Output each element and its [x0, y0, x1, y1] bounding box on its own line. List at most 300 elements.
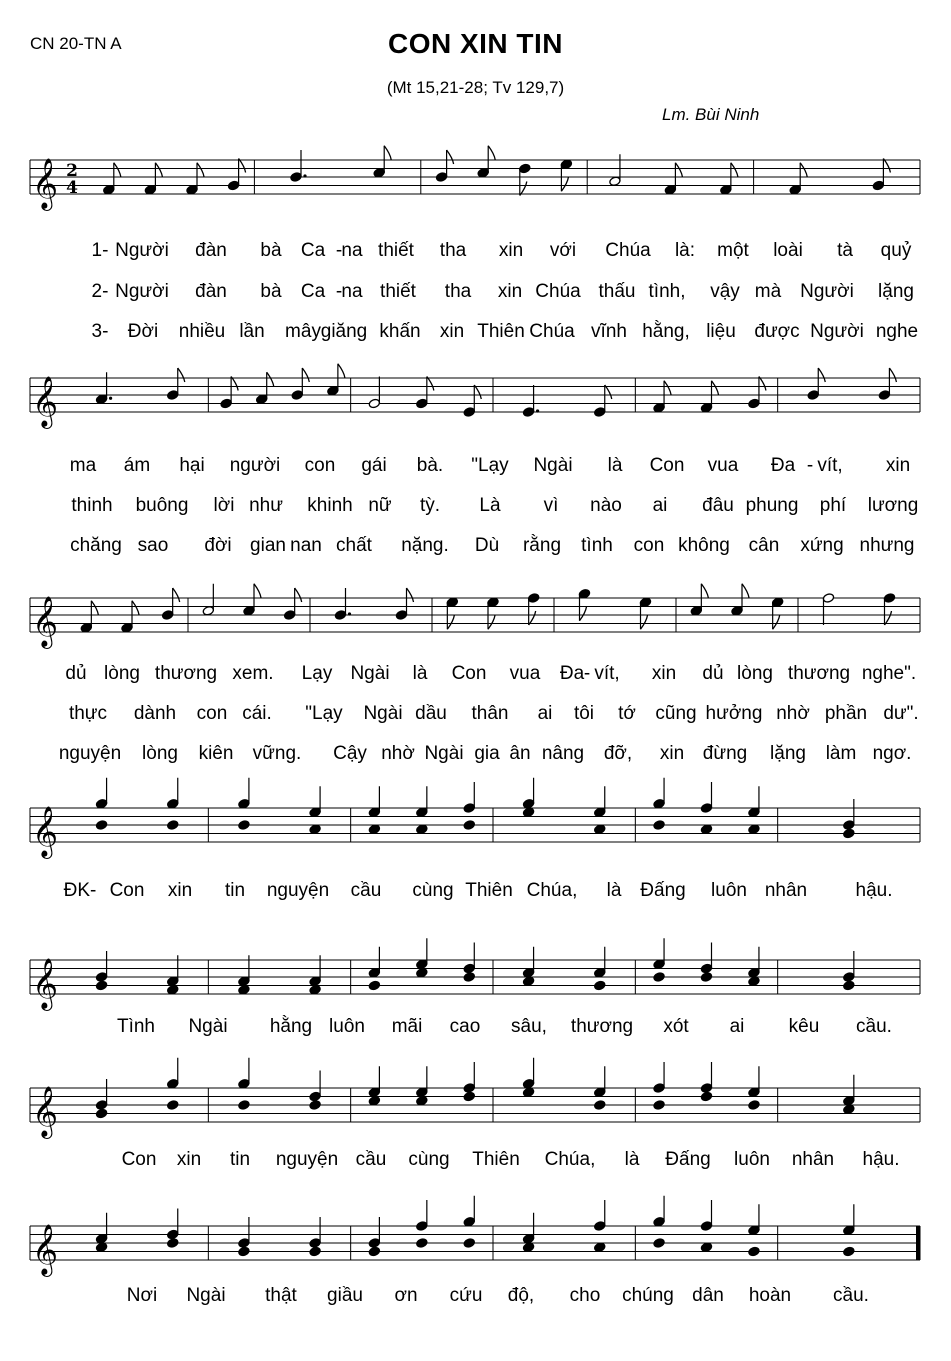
lyric-syllable: là	[606, 880, 622, 901]
note-flag	[267, 372, 274, 386]
lyric-syllable: "Lạy	[305, 703, 343, 724]
lyric-syllable: con	[633, 535, 665, 556]
lyric-syllable: mây	[285, 321, 321, 342]
note-head	[309, 984, 321, 995]
note-flag	[580, 607, 587, 621]
lyric-syllable: Chúa,	[526, 880, 578, 901]
note-head	[843, 972, 855, 983]
note-head	[309, 807, 321, 818]
lyric-syllable: Đa	[559, 663, 585, 684]
note-head	[368, 824, 380, 835]
note-head	[594, 1100, 606, 1111]
lyric-syllable: lặng	[770, 743, 806, 764]
note-head	[522, 1078, 534, 1089]
note-head	[186, 184, 198, 195]
note-head	[748, 967, 760, 978]
note-head	[309, 824, 321, 835]
note-head	[368, 398, 380, 409]
note-head	[256, 394, 268, 405]
note-head	[700, 1083, 712, 1094]
note-flag	[447, 150, 454, 164]
lyric-syllable: nghe".	[861, 663, 917, 684]
lyric-syllable: luôn	[734, 1149, 770, 1170]
lyric-syllable: đừng	[702, 743, 748, 764]
lyric-syllable: xin	[497, 281, 523, 302]
note-head	[560, 159, 572, 170]
note-head	[167, 1238, 179, 1249]
lyric-syllable: tin	[229, 1149, 251, 1170]
lyric-syllable: cầu.	[833, 1285, 869, 1306]
lyric-syllable: hằng,	[642, 321, 690, 342]
lyric-syllable: như	[249, 495, 283, 516]
note-head	[822, 593, 834, 604]
lyric-syllable: nhờ	[381, 743, 415, 764]
note-head	[720, 184, 732, 195]
lyric-syllable: thực	[68, 703, 108, 724]
lyric-syllable: cân	[748, 535, 780, 556]
lyric-syllable: cái.	[242, 703, 272, 724]
note-head	[202, 605, 214, 616]
note-flag	[155, 163, 162, 177]
lyric-syllable: nghe	[875, 321, 919, 342]
note-head	[594, 1221, 606, 1232]
note-flag	[239, 159, 246, 173]
note-flag	[231, 377, 238, 391]
note-flag	[773, 615, 780, 629]
note-head	[167, 390, 179, 401]
treble-clef-icon: 𝄞	[32, 158, 59, 209]
lyric-syllable: nhiều	[178, 321, 226, 342]
note-flag	[675, 163, 682, 177]
lyric-syllable: hằng	[269, 1016, 313, 1037]
lyric-syllable: quỷ	[880, 240, 912, 261]
lyric-syllable: Ca	[300, 281, 326, 302]
lyric-syllable: lương	[867, 495, 919, 516]
lyric-syllable: gái	[361, 455, 387, 476]
lyric-syllable: đỡ,	[603, 743, 633, 764]
note-head	[653, 1100, 665, 1111]
lyric-syllable: cứu	[449, 1285, 483, 1306]
lyric-syllable: đàn	[195, 240, 227, 261]
note-head	[238, 820, 250, 831]
lyric-syllable: một	[717, 240, 749, 261]
note-flag	[114, 163, 121, 177]
lyric-syllable: luôn	[329, 1016, 365, 1037]
note-head	[463, 407, 475, 418]
note-head	[522, 1087, 534, 1098]
lyric-syllable: nan	[290, 535, 322, 556]
note-flag	[295, 588, 302, 602]
note-head	[334, 610, 346, 621]
lyric-syllable: lặng	[878, 281, 914, 302]
note-head	[416, 1095, 428, 1106]
note-head	[238, 976, 250, 987]
lyric-syllable: là	[624, 1149, 640, 1170]
lyric-syllable: -	[583, 663, 591, 684]
note-head	[748, 807, 760, 818]
lyric-syllable: cầu	[350, 880, 382, 901]
lyric-syllable: độ,	[507, 1285, 535, 1306]
lyric-syllable: 3-	[91, 321, 109, 342]
note-head	[748, 398, 760, 409]
lyric-syllable: nhưng	[859, 535, 915, 556]
lyric-syllable: dầu	[415, 703, 447, 724]
lyric-syllable: sao	[137, 535, 169, 556]
treble-clef-icon: 𝄞	[32, 958, 59, 1009]
note-head	[594, 407, 606, 418]
note-head	[463, 972, 475, 983]
lyric-syllable: Tình	[116, 1016, 156, 1037]
note-flag	[254, 584, 261, 598]
note-head	[609, 176, 621, 187]
note-head	[528, 593, 540, 604]
lyric-syllable: nâng	[541, 743, 585, 764]
lyric-syllable: nữ	[368, 495, 392, 516]
note-flag	[488, 146, 495, 160]
note-head	[578, 588, 590, 599]
note-head	[435, 172, 447, 183]
lyric-syllable: vua	[509, 663, 541, 684]
lyric-line	[0, 321, 951, 351]
lyric-syllable: nguyện	[58, 743, 122, 764]
note-head	[238, 798, 250, 809]
lyric-syllable: Đấng	[640, 880, 686, 901]
note-head	[519, 163, 531, 174]
lyric-syllable: cùng	[412, 880, 454, 901]
lyric-syllable: xin	[885, 455, 911, 476]
lyric-syllable: -	[335, 240, 343, 261]
lyric-syllable: Chúa	[535, 281, 581, 302]
lyric-syllable: hậu.	[855, 880, 893, 901]
note-head	[872, 180, 884, 191]
note-head	[653, 972, 665, 983]
lyric-syllable: chất	[336, 535, 372, 556]
final-barline	[916, 1226, 920, 1260]
lyric-syllable: với	[549, 240, 577, 261]
note-head	[144, 184, 156, 195]
note-flag	[302, 368, 309, 382]
lyric-syllable: Nơi	[126, 1285, 158, 1306]
lyric-syllable: Chúa	[529, 321, 575, 342]
note-head	[368, 980, 380, 991]
lyric-syllable: là:	[674, 240, 696, 261]
lyric-syllable: buông	[135, 495, 189, 516]
lyric-syllable: ân	[509, 743, 531, 764]
lyric-syllable: ám	[123, 455, 151, 476]
lyric-syllable: vĩnh	[591, 321, 627, 342]
lyric-syllable: nhân	[764, 880, 808, 901]
note-head	[309, 1238, 321, 1249]
lyric-syllable: bà	[260, 281, 282, 302]
lyric-syllable: chúng	[622, 1285, 674, 1306]
note-flag	[488, 615, 495, 629]
note-head	[664, 184, 676, 195]
lyric-syllable: Con	[451, 663, 487, 684]
note-flag	[800, 163, 807, 177]
time-signature-top: 2	[66, 161, 78, 181]
note-head	[594, 1242, 606, 1253]
note-flag	[742, 584, 749, 598]
note-head	[690, 605, 702, 616]
lyric-syllable: vững.	[252, 743, 302, 764]
lyric-syllable: Con	[649, 455, 685, 476]
lyric-syllable: Con	[121, 1149, 157, 1170]
note-head	[238, 984, 250, 995]
note-head	[368, 1087, 380, 1098]
note-flag	[132, 601, 139, 615]
lyric-syllable: ai	[729, 1016, 745, 1037]
note-head	[522, 798, 534, 809]
dot-mark	[109, 397, 112, 400]
lyric-syllable: đàn	[195, 281, 227, 302]
lyric-line	[0, 703, 951, 733]
lyric-syllable: đâu	[702, 495, 734, 516]
lyric-syllable: Ngài	[533, 455, 573, 476]
lyric-syllable: xin	[439, 321, 465, 342]
lyric-syllable: xót	[663, 1016, 689, 1037]
lyric-syllable: Thiên	[477, 321, 525, 342]
note-head	[700, 824, 712, 835]
note-head	[700, 402, 712, 413]
treble-clef-icon: 𝄞	[32, 1224, 59, 1275]
lyric-syllable: vít,	[817, 455, 843, 476]
note-head	[843, 828, 855, 839]
note-head	[95, 798, 107, 809]
dot-mark	[536, 409, 539, 412]
lyric-syllable: phung	[745, 495, 799, 516]
lyric-syllable: phần	[824, 703, 868, 724]
lyric-syllable: Là	[479, 495, 501, 516]
lyric-syllable: thiết	[380, 281, 416, 302]
lyric-syllable: 1-	[91, 240, 109, 261]
lyric-syllable: ma	[69, 455, 97, 476]
lyric-line	[0, 1016, 951, 1046]
note-head	[653, 798, 665, 809]
note-flag	[529, 611, 536, 625]
lyric-syllable: người	[229, 455, 281, 476]
lyric-syllable: xin	[651, 663, 677, 684]
lyric-syllable: vua	[707, 455, 739, 476]
lyric-syllable: con	[304, 455, 336, 476]
lyric-syllable: rằng	[522, 535, 562, 556]
note-head	[653, 1083, 665, 1094]
lyric-syllable: mà	[754, 281, 782, 302]
note-head	[463, 1238, 475, 1249]
lyric-syllable: xin	[659, 743, 685, 764]
note-head	[843, 820, 855, 831]
lyric-syllable: Thiên	[472, 1149, 520, 1170]
lyric-syllable: là	[607, 455, 623, 476]
lyric-syllable: Ngài	[424, 743, 464, 764]
lyric-syllable: vậy	[710, 281, 740, 302]
lyric-syllable: dủ	[702, 663, 724, 684]
music-staff-1	[0, 152, 951, 212]
lyric-syllable: tôi	[573, 703, 595, 724]
note-head	[522, 1242, 534, 1253]
note-flag	[91, 601, 98, 615]
lyric-syllable: chăng	[70, 535, 122, 556]
note-head	[463, 963, 475, 974]
note-head	[284, 610, 296, 621]
note-flag	[384, 146, 391, 160]
lyric-syllable: tình	[581, 535, 613, 556]
lyric-line	[0, 1149, 951, 1179]
note-head	[368, 1246, 380, 1257]
lyric-syllable: lòng	[142, 743, 178, 764]
note-head	[309, 1100, 321, 1111]
lyric-syllable: cùng	[408, 1149, 450, 1170]
lyric-syllable: con	[196, 703, 228, 724]
treble-clef-icon: 𝄞	[32, 596, 59, 647]
note-flag	[885, 611, 892, 625]
note-head	[653, 402, 665, 413]
note-head	[731, 605, 743, 616]
note-head	[238, 1100, 250, 1111]
note-head	[463, 820, 475, 831]
note-head	[368, 1238, 380, 1249]
lyric-syllable: -	[806, 455, 814, 476]
lyric-syllable: thương	[787, 663, 851, 684]
note-head	[463, 803, 475, 814]
note-head	[463, 1216, 475, 1227]
note-head	[416, 1087, 428, 1098]
lyric-syllable: là	[412, 663, 428, 684]
note-flag	[731, 163, 738, 177]
note-flag	[759, 377, 766, 391]
note-head	[416, 824, 428, 835]
lyric-syllable: Người	[800, 281, 854, 302]
time-signature-bottom: 4	[66, 178, 78, 198]
note-head	[843, 1095, 855, 1106]
note-flag	[818, 368, 825, 382]
lyric-syllable: cho	[569, 1285, 601, 1306]
lyric-syllable: giăng	[320, 321, 368, 342]
lyric-line	[0, 880, 951, 910]
note-head	[167, 1229, 179, 1240]
lyric-syllable: Chúa	[605, 240, 651, 261]
lyric-syllable: đời	[204, 535, 232, 556]
lyric-syllable: khinh	[307, 495, 353, 516]
lyric-syllable: thiết	[378, 240, 414, 261]
composer-credit: Lm. Bùi Ninh	[662, 105, 760, 124]
lyric-syllable: nhân	[791, 1149, 835, 1170]
note-head	[843, 1225, 855, 1236]
note-head	[167, 976, 179, 987]
lyric-syllable: Cậy	[333, 743, 367, 764]
note-head	[748, 824, 760, 835]
note-head	[416, 967, 428, 978]
note-head	[653, 1238, 665, 1249]
lyric-syllable: xứng	[800, 535, 844, 556]
lyric-syllable: tình,	[648, 281, 686, 302]
note-head	[238, 1078, 250, 1089]
lyric-syllable: thương	[570, 1016, 634, 1037]
lyric-syllable: thật	[265, 1285, 297, 1306]
note-head	[843, 980, 855, 991]
note-head	[522, 967, 534, 978]
note-head	[227, 180, 239, 191]
treble-clef-icon: 𝄞	[32, 806, 59, 857]
lyric-syllable: lòng	[737, 663, 773, 684]
dot-mark	[303, 174, 306, 177]
lyric-syllable: Dù	[474, 535, 500, 556]
note-flag	[889, 368, 896, 382]
note-head	[103, 184, 115, 195]
note-head	[291, 390, 303, 401]
note-head	[243, 605, 255, 616]
lyric-syllable: tà	[837, 240, 853, 261]
song-title: CON XIN TIN	[387, 28, 564, 59]
music-staff-7	[0, 1218, 951, 1278]
lyric-syllable: Lạy	[301, 663, 333, 684]
note-flag	[883, 159, 890, 173]
lyric-syllable: bà.	[416, 455, 444, 476]
note-head	[594, 967, 606, 978]
lyric-syllable: không	[678, 535, 730, 556]
note-head	[290, 172, 302, 183]
note-head	[95, 394, 107, 405]
note-head	[416, 959, 428, 970]
note-head	[748, 1246, 760, 1257]
lyric-syllable: vít,	[594, 663, 620, 684]
note-head	[700, 963, 712, 974]
lyric-syllable: xin	[498, 240, 524, 261]
lyric-syllable: thương	[154, 663, 218, 684]
music-staff-6	[0, 1080, 951, 1140]
lyric-syllable: dân	[692, 1285, 724, 1306]
note-head	[883, 593, 895, 604]
note-head	[238, 1238, 250, 1249]
lyric-syllable: Ca	[300, 240, 326, 261]
note-head	[95, 1108, 107, 1119]
lyric-syllable: tin	[224, 880, 246, 901]
lyric-syllable: kiên	[198, 743, 234, 764]
lyric-syllable: sâu,	[511, 1016, 547, 1037]
treble-clef-icon: 𝄞	[32, 1086, 59, 1137]
note-head	[463, 1083, 475, 1094]
lyric-syllable: lời	[213, 495, 235, 516]
note-head	[594, 824, 606, 835]
scripture-reference: (Mt 15,21-28; Tv 129,7)	[386, 78, 565, 97]
note-head	[416, 1221, 428, 1232]
note-head	[653, 820, 665, 831]
lyric-syllable: Đa	[770, 455, 796, 476]
lyric-syllable: Thiên	[465, 880, 513, 901]
note-head	[653, 959, 665, 970]
note-flag	[664, 381, 671, 395]
lyric-syllable: lòng	[104, 663, 140, 684]
note-head	[878, 390, 890, 401]
lyric-syllable: tớ	[618, 703, 636, 724]
note-head	[700, 1242, 712, 1253]
note-head	[416, 398, 428, 409]
lyric-syllable: ơn	[394, 1285, 418, 1306]
note-head	[594, 980, 606, 991]
lyric-line	[0, 663, 951, 693]
lyric-syllable: làm	[825, 743, 857, 764]
note-head	[416, 807, 428, 818]
note-head	[167, 1100, 179, 1111]
lyric-syllable: thấu	[598, 281, 636, 302]
note-head	[789, 184, 801, 195]
note-head	[121, 622, 133, 633]
lyric-syllable: tha	[439, 240, 467, 261]
note-flag	[474, 385, 481, 399]
lyric-syllable: Ngài	[186, 1285, 226, 1306]
lyric-syllable: Đời	[127, 321, 159, 342]
lyric-syllable: khấn	[379, 321, 421, 342]
note-head	[80, 622, 92, 633]
